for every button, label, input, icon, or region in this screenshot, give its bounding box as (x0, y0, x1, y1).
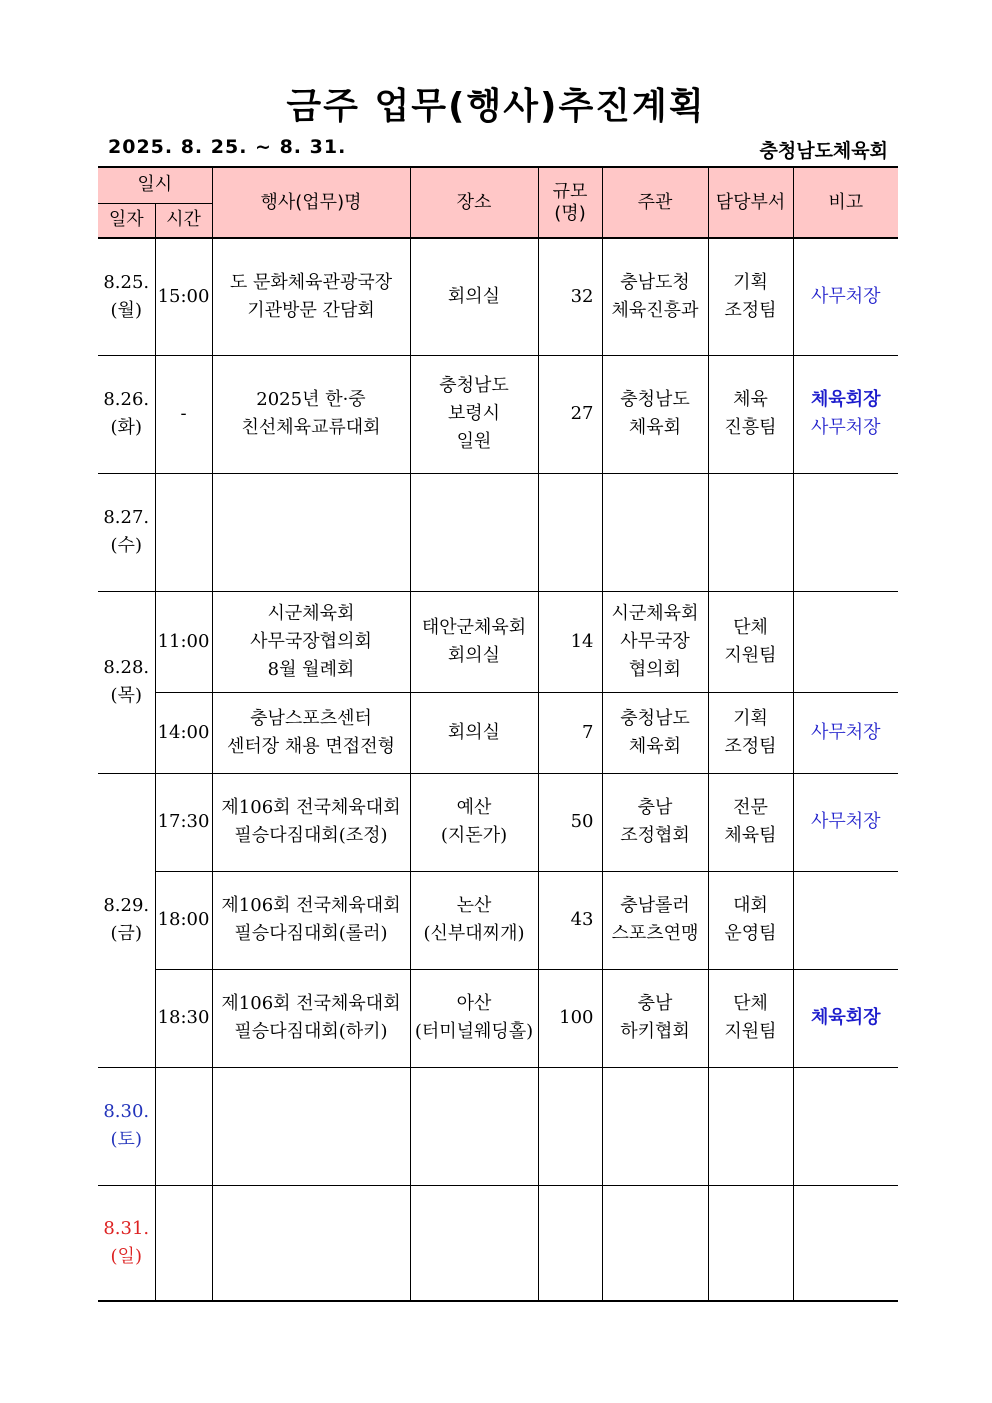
place-cell: 충청남도 보령시 일원 (410, 355, 538, 473)
time-cell: - (155, 355, 212, 473)
remarks-cell (793, 591, 898, 692)
scale-cell (538, 473, 602, 591)
scale-cell: 27 (538, 355, 602, 473)
date-cell: 8.29. (금) (98, 773, 155, 1067)
date-cell: 8.27. (수) (98, 473, 155, 591)
table-row (98, 692, 898, 773)
time-cell: 17:30 (155, 773, 212, 871)
host-cell: 충청남도 체육회 (602, 355, 708, 473)
remarks-cell (793, 969, 898, 1067)
remarks-cell (793, 238, 898, 355)
remarks-cell (793, 473, 898, 591)
scale-cell: 100 (538, 969, 602, 1067)
date-cell: 8.30. (토) (98, 1067, 155, 1185)
time-cell: 11:00 (155, 591, 212, 692)
remarks-cell (793, 773, 898, 871)
time-cell: 14:00 (155, 692, 212, 773)
scale-cell: 7 (538, 692, 602, 773)
dept-cell: 전문 체육팀 (708, 773, 793, 871)
schedule-table (98, 166, 898, 1302)
host-cell (602, 473, 708, 591)
scale-cell: 14 (538, 591, 602, 692)
place-cell: 태안군체육회 회의실 (410, 591, 538, 692)
place-cell (410, 473, 538, 591)
place-cell (410, 1185, 538, 1301)
header-remarks: 비고 (793, 167, 898, 238)
dept-cell: 단체 지원팀 (708, 969, 793, 1067)
event-cell (212, 473, 410, 591)
header-date: 일자 (98, 203, 155, 238)
place-cell: 회의실 (410, 238, 538, 355)
date-cell: 8.28. (목) (98, 591, 155, 773)
dept-cell (708, 1185, 793, 1301)
remark-secretary-general: 사무처장 (810, 417, 881, 438)
event-cell: 제106회 전국체육대회 필승다짐대회(조정) (212, 773, 410, 871)
dept-cell: 체육 진흥팀 (708, 355, 793, 473)
table-row (98, 969, 898, 1067)
table-row (98, 1185, 898, 1301)
event-cell: 2025년 한·중 친선체육교류대회 (212, 355, 410, 473)
remarks-cell (793, 692, 898, 773)
table-row (98, 238, 898, 355)
table-row (98, 355, 898, 473)
header-time: 시간 (155, 203, 212, 238)
time-cell (155, 1185, 212, 1301)
remarks-cell (793, 1185, 898, 1301)
host-cell: 시군체육회 사무국장 협의회 (602, 591, 708, 692)
organization-name: 충청남도체육회 (759, 140, 888, 162)
table-row (98, 773, 898, 871)
dept-cell: 기획 조정팀 (708, 692, 793, 773)
place-cell (410, 1067, 538, 1185)
event-cell: 도 문화체육관광국장 기관방문 간담회 (212, 238, 410, 355)
header-datetime: 일시 (98, 167, 212, 203)
date-cell: 8.26. (화) (98, 355, 155, 473)
event-cell: 제106회 전국체육대회 필승다짐대회(하키) (212, 969, 410, 1067)
time-cell (155, 1067, 212, 1185)
table-row (98, 871, 898, 969)
header-event: 행사(업무)명 (212, 167, 410, 238)
scale-cell: 43 (538, 871, 602, 969)
event-cell (212, 1067, 410, 1185)
dept-cell (708, 473, 793, 591)
host-cell: 충남 하키협회 (602, 969, 708, 1067)
remark-secretary-general: 사무처장 (810, 811, 881, 832)
place-cell: 예산 (지돈가) (410, 773, 538, 871)
remarks-cell (793, 355, 898, 473)
remark-president: 체육회장 (810, 1007, 881, 1028)
host-cell: 충청남도 체육회 (602, 692, 708, 773)
dept-cell: 기획 조정팀 (708, 238, 793, 355)
dept-cell (708, 1067, 793, 1185)
host-cell: 충남 조정협회 (602, 773, 708, 871)
event-cell: 충남스포츠센터 센터장 채용 면접전형 (212, 692, 410, 773)
remark-secretary-general: 사무처장 (810, 721, 881, 743)
dept-cell: 단체 지원팀 (708, 591, 793, 692)
event-cell: 시군체육회 사무국장협의회 8월 월례회 (212, 591, 410, 692)
scale-cell (538, 1185, 602, 1301)
header-scale: 규모 (명) (538, 167, 602, 238)
time-cell: 18:30 (155, 969, 212, 1067)
place-cell: 아산 (터미널웨딩홀) (410, 969, 538, 1067)
period-label: 2025. 8. 25. ~ 8. 31. (108, 136, 347, 158)
scale-cell (538, 1067, 602, 1185)
host-cell (602, 1185, 708, 1301)
time-cell (155, 473, 212, 591)
host-cell: 충남도청 체육진흥과 (602, 238, 708, 355)
remark-secretary-general: 사무처장 (810, 285, 881, 307)
remarks-cell (793, 1067, 898, 1185)
date-cell: 8.25. (월) (98, 238, 155, 355)
event-cell (212, 1185, 410, 1301)
place-cell: 논산 (신부대찌개) (410, 871, 538, 969)
scale-cell: 50 (538, 773, 602, 871)
document-title: 금주 업무(행사)추진계획 (286, 86, 706, 127)
place-cell: 회의실 (410, 692, 538, 773)
remarks-cell (793, 871, 898, 969)
host-cell: 충남롤러 스포츠연맹 (602, 871, 708, 969)
scale-cell: 32 (538, 238, 602, 355)
header-place: 장소 (410, 167, 538, 238)
event-cell: 제106회 전국체육대회 필승다짐대회(롤러) (212, 871, 410, 969)
time-cell: 18:00 (155, 871, 212, 969)
remark-president: 체육회장 (810, 389, 881, 410)
table-row (98, 1067, 898, 1185)
header-host: 주관 (602, 167, 708, 238)
dept-cell: 대회 운영팀 (708, 871, 793, 969)
time-cell: 15:00 (155, 238, 212, 355)
date-cell: 8.31. (일) (98, 1185, 155, 1301)
header-dept: 담당부서 (708, 167, 793, 238)
table-row (98, 473, 898, 591)
host-cell (602, 1067, 708, 1185)
table-row (98, 591, 898, 692)
